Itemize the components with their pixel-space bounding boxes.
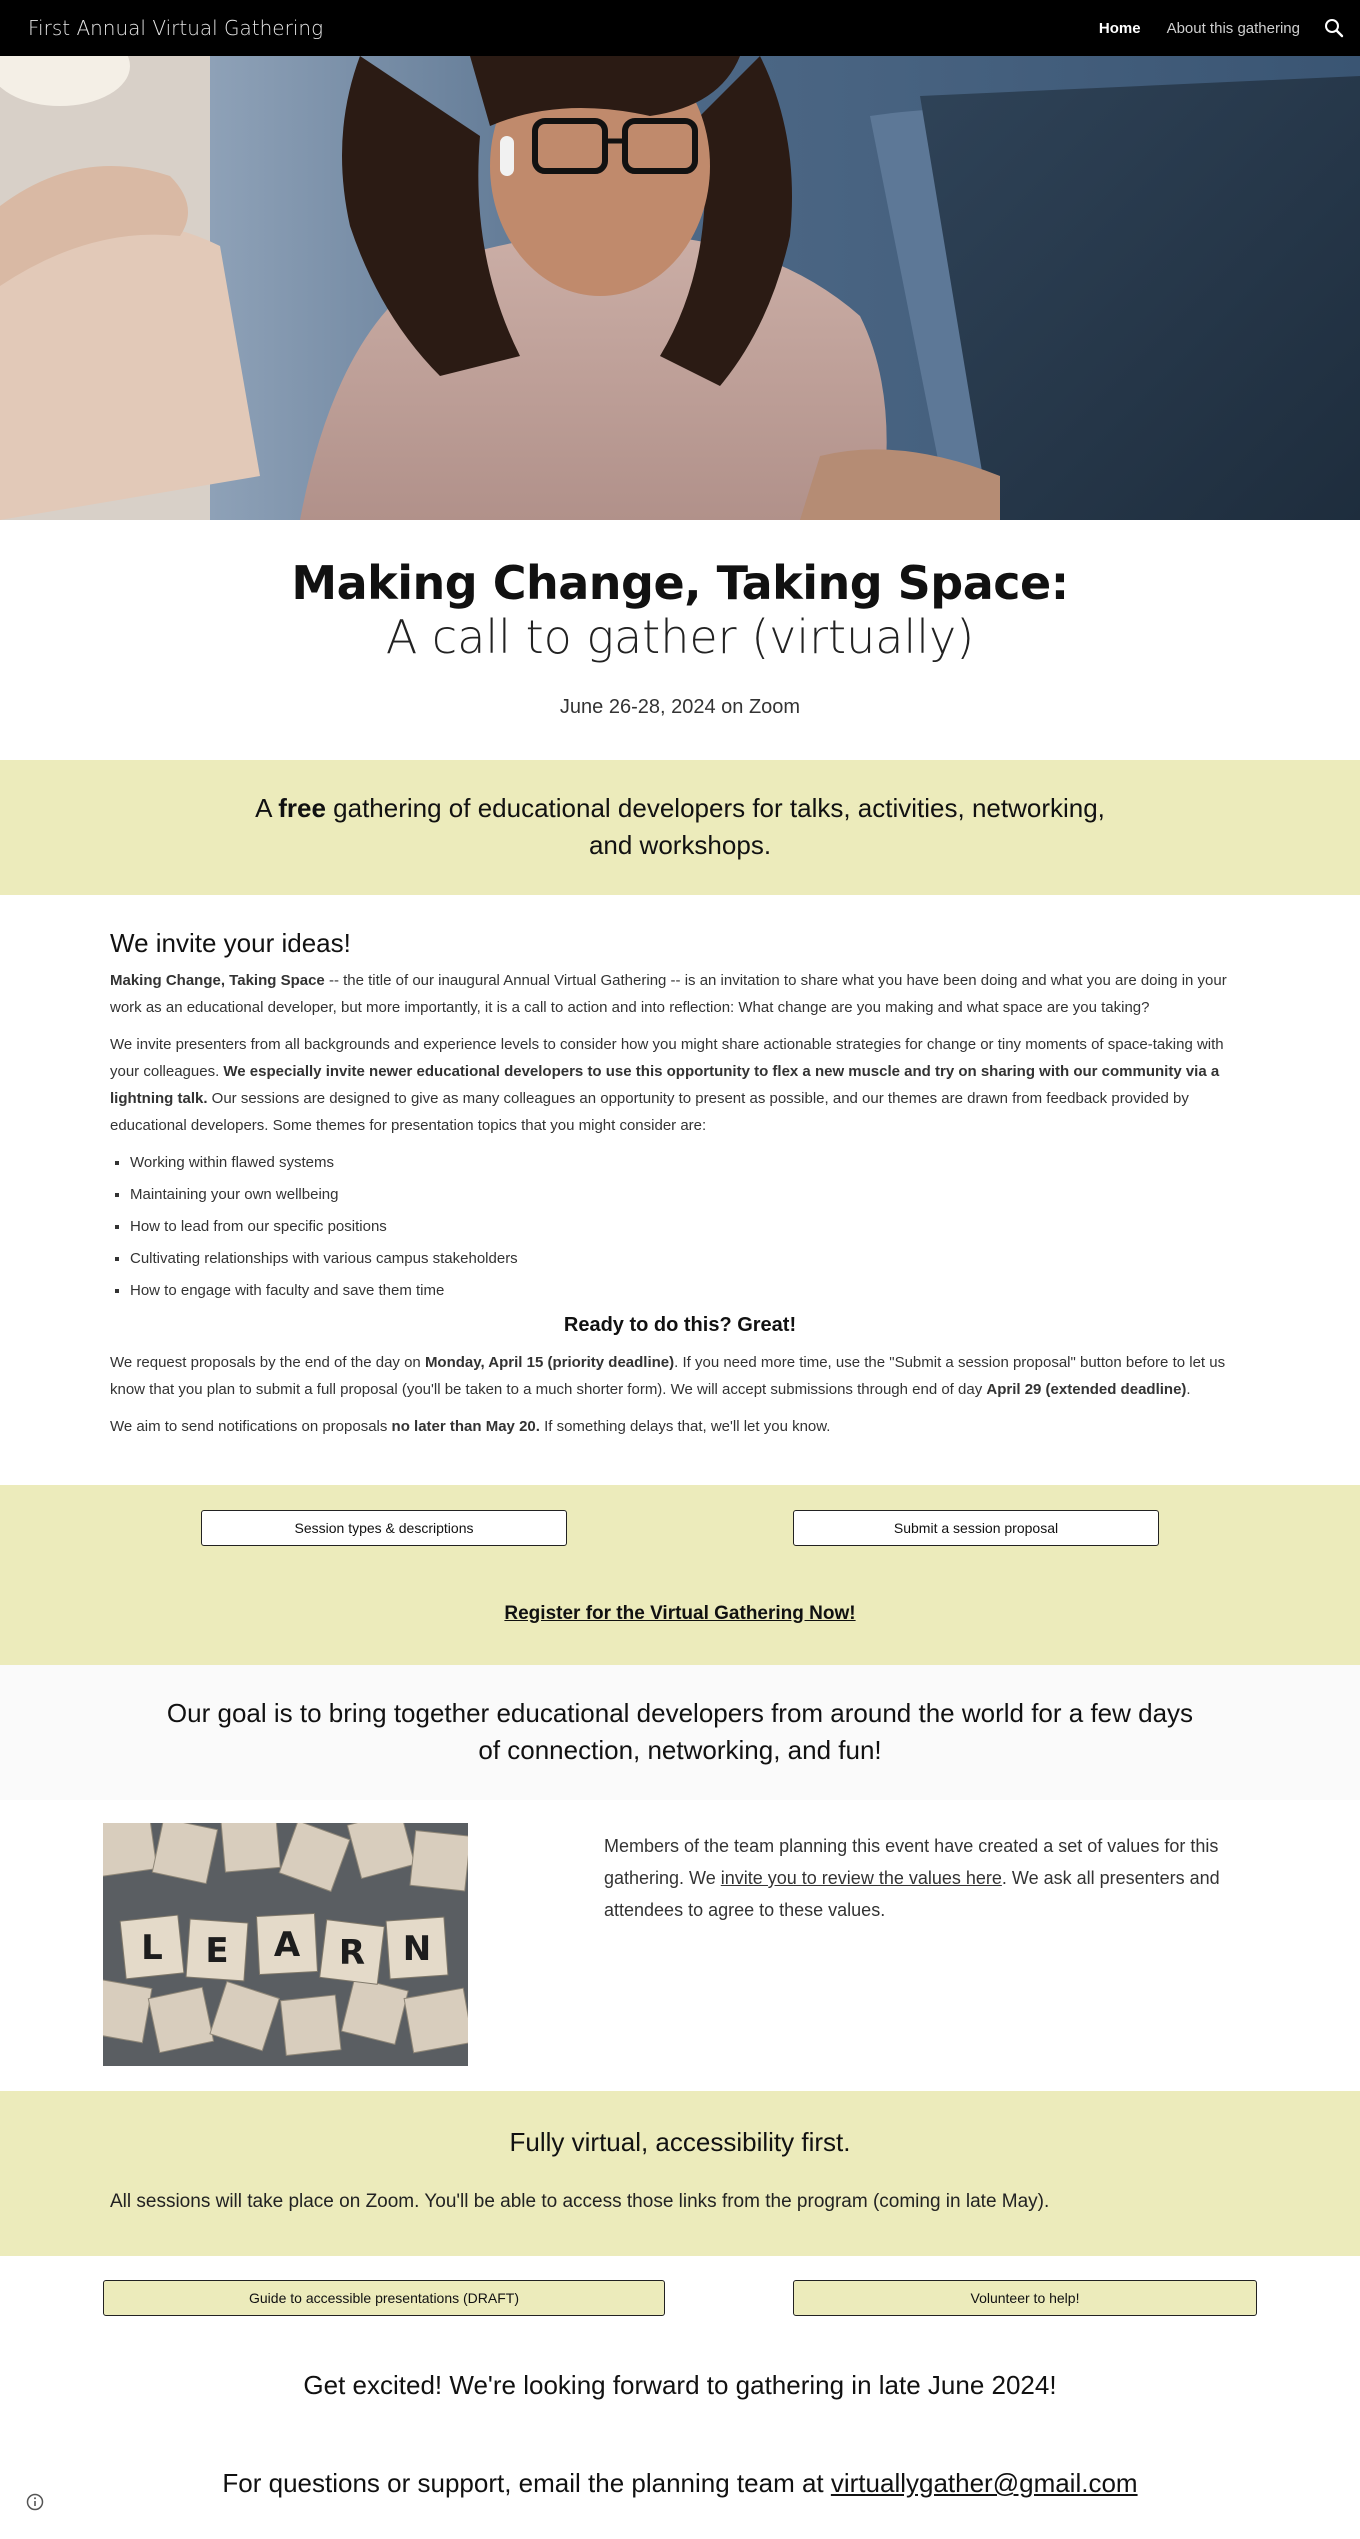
accessibility-heading: Fully virtual, accessibility first.: [509, 2127, 851, 2157]
values-text: Members of the team planning this event have created a set of values for this gathering. We invite you to review the values here. We ask all presenters and attendees to agree to these values.: [604, 1836, 1220, 1920]
title-section: [0, 520, 1360, 760]
info-icon[interactable]: [26, 2493, 44, 2511]
learn-letter: R: [338, 1933, 366, 1973]
deadline-paragraph: We request proposals by the end of the day on Monday, April 15 (priority deadline). If you need more time, use the "Submit a session proposal" button before to let us know that you plan to submit a full proposal (you'll be taken to a much shorter form). We will accept submissions through end of day April 29 (extended deadline).: [110, 1354, 1226, 1398]
contact-text: For questions or support, email the planning team at virtuallygather@gmail.com: [222, 2468, 1138, 2498]
submit-proposal-button[interactable]: Submit a session proposal: [793, 1510, 1159, 1546]
event-date: June 26-28, 2024 on Zoom: [559, 696, 801, 718]
ready-heading: Ready to do this? Great!: [563, 1314, 797, 1336]
ideas-section: [110, 930, 1250, 1450]
notification-paragraph: We aim to send notifications on proposals no later than May 20. If something delays that, we'll let you know.: [110, 1418, 831, 1435]
page-subtitle: A call to gather (virtually): [385, 610, 975, 664]
learn-tiles-illustration: [103, 1823, 468, 2066]
learn-tiles-image: [103, 1823, 468, 2066]
session-types-button[interactable]: Session types & descriptions: [201, 1510, 567, 1546]
contact-email-link[interactable]: virtuallygather@gmail.com: [830, 2468, 1138, 2498]
goal-section: [0, 1665, 1360, 1800]
volunteer-button[interactable]: Volunteer to help!: [793, 2280, 1257, 2316]
learn-letter: E: [205, 1931, 229, 1971]
themes-list: [130, 1149, 1250, 1304]
list-item: ▪ How to lead from our specific positions: [130, 1213, 1250, 1240]
accessible-guide-button[interactable]: Guide to accessible presentations (DRAFT): [103, 2280, 665, 2316]
proposal-buttons-band: [0, 1485, 1360, 1665]
free-word: free: [278, 793, 326, 823]
values-link[interactable]: invite you to review the values here: [720, 1868, 1002, 1888]
hero-illustration: [0, 56, 1360, 520]
site-title[interactable]: First Annual Virtual Gathering: [28, 16, 324, 40]
nav-menu: [1099, 0, 1300, 56]
search-icon[interactable]: [1322, 16, 1346, 40]
learn-letter: N: [402, 1929, 432, 1969]
accessibility-text: All sessions will take place on Zoom. You'll be able to access those links from the program (coming in late May).: [110, 2191, 1050, 2212]
page-title: Making Change, Taking Space:: [291, 556, 1069, 610]
register-link[interactable]: Register for the Virtual Gathering Now!: [504, 1603, 856, 1624]
list-item: ▪ Working within flawed systems: [130, 1149, 1250, 1176]
accessibility-band: [0, 2091, 1360, 2256]
ideas-paragraph-1: Making Change, Taking Space -- the title of our inaugural Annual Virtual Gathering -- is an invitation to share what you have been doing and what you are doing in your work as an educational developer, but more importantly, it is a call to action and into reflection: What change are you making and what space are you taking?: [110, 972, 1227, 1016]
goal-text: Our goal is to bring together educational developers from around the world for a few days of connection, networking, and fun!: [166, 1698, 1194, 1765]
list-item: ▪ Maintaining your own wellbeing: [130, 1181, 1250, 1208]
nav-home-link[interactable]: Home: [1098, 19, 1141, 37]
free-banner-text: A free gathering of educational developers for talks, activities, networking, and workshops.: [255, 793, 1105, 860]
ideas-paragraph-2: We invite presenters from all backgrounds and experience levels to consider how you might share actionable strategies for change or tiny moments of space-taking with your colleagues. We especially invite newer educational developers to use this opportunity to flex a new muscle and try on sharing with our community via a lightning talk. Our sessions are designed to give as many colleagues an opportunity to present as possible, and our themes are drawn from feedback provided by educational developers. Some themes for presentation topics that you might consider are:: [110, 1036, 1224, 1134]
learn-letter: L: [141, 1928, 163, 1968]
nav-about-link[interactable]: About this gathering: [1166, 19, 1300, 37]
list-item: ▪ How to engage with faculty and save them time: [130, 1277, 1250, 1304]
hero-image: [0, 56, 1360, 520]
excited-text: Get excited! We're looking forward to gathering in late June 2024!: [303, 2370, 1057, 2400]
ideas-heading: We invite your ideas!: [110, 928, 351, 958]
learn-letter: A: [273, 1925, 301, 1965]
free-banner: [0, 760, 1360, 895]
list-item: ▪ Cultivating relationships with various campus stakeholders: [130, 1245, 1250, 1272]
top-nav-bar: [0, 0, 1360, 56]
